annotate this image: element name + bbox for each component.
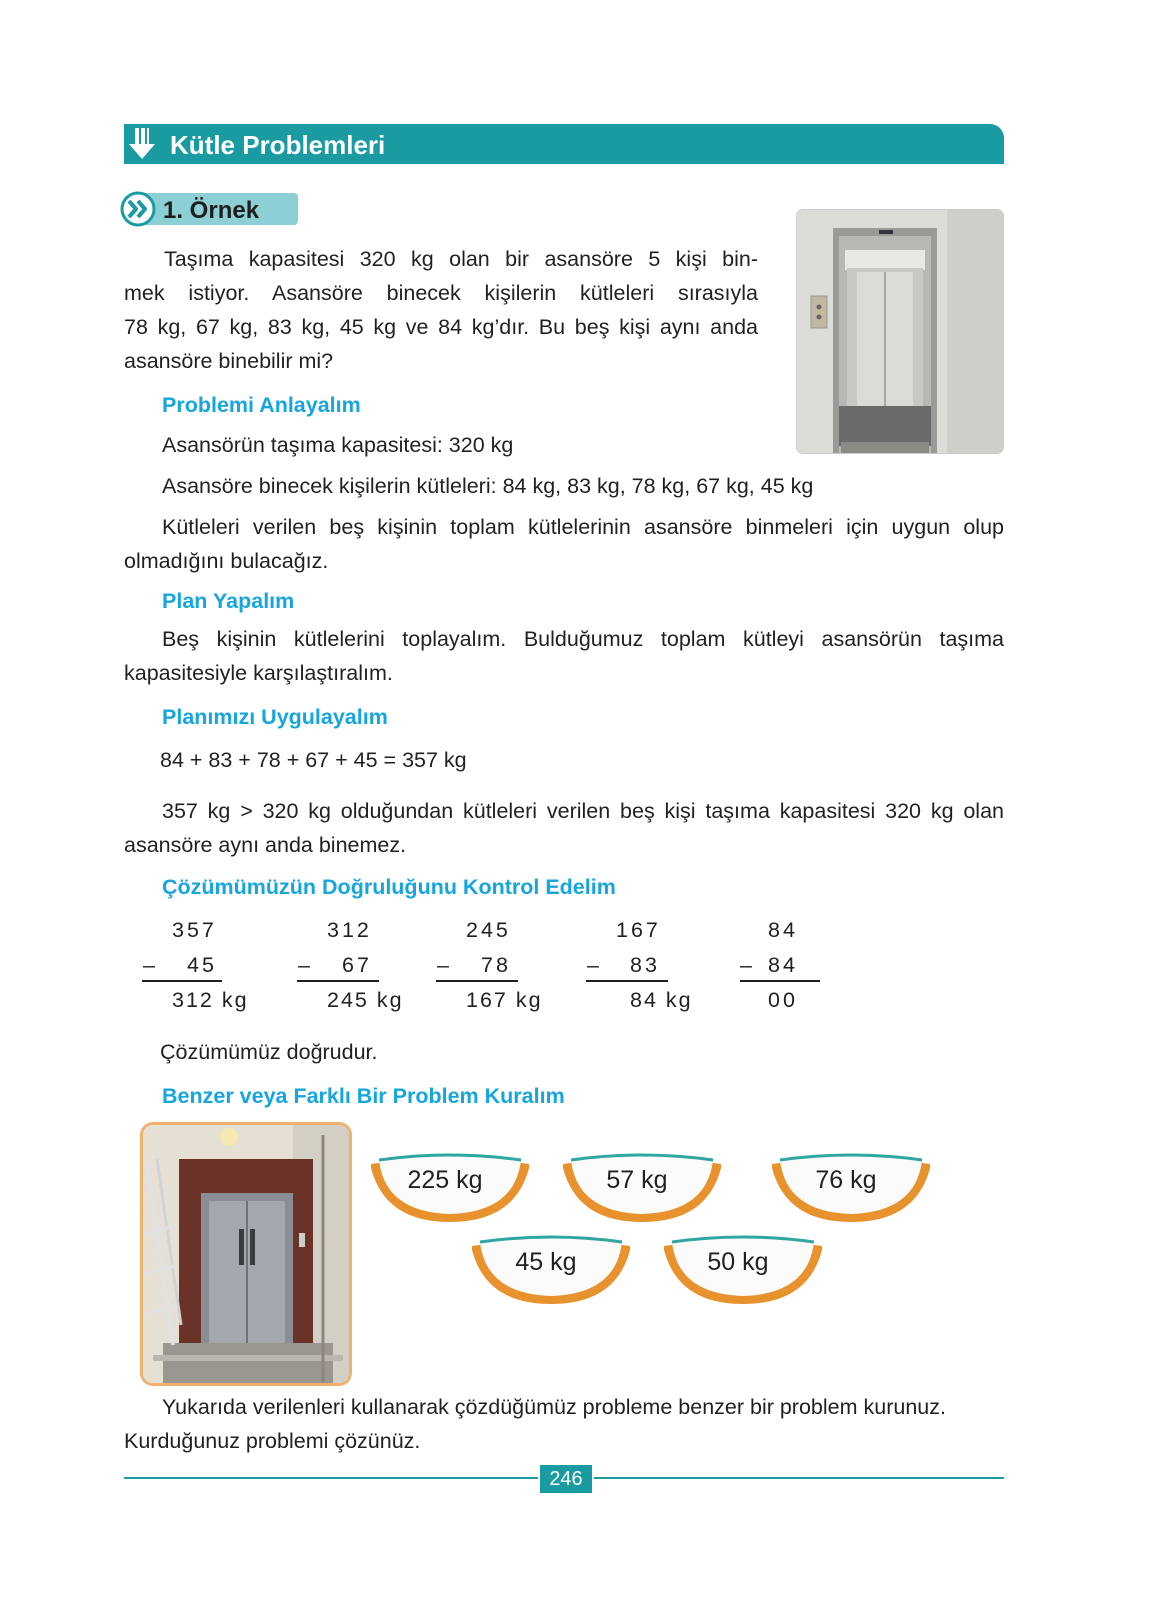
subtraction-4-minus: –	[587, 953, 602, 977]
problem-line-1-text: Taşıma kapasitesi 320 kg olan bir asansöre 5 kişi bin-	[164, 247, 758, 271]
subtraction-1-minus: –	[143, 953, 158, 977]
subtraction-1-result: 312 kg	[172, 988, 249, 1012]
conclusion-line-1: 357 kg > 320 kg olduğundan kütleleri verilen beş kişi taşıma kapasitesi 320 kg olan	[162, 799, 1004, 823]
subtraction-3-result: 167 kg	[466, 988, 543, 1012]
footer-line-right	[594, 1477, 1004, 1479]
subtraction-5-top: 84	[768, 918, 798, 942]
subtraction-2-sub: 67	[342, 953, 372, 977]
example-title: 1. Örnek	[163, 197, 260, 224]
plan-line-2: kapasitesiyle karşılaştıralım.	[124, 661, 393, 685]
page-number: 246	[540, 1465, 592, 1493]
masses-text: Asansöre binecek kişilerin kütleleri: 84 kg, 83 kg, 78 kg, 67 kg, 45 kg	[162, 474, 814, 498]
apply-heading: Planımızı Uygulayalım	[162, 705, 388, 729]
problem-line-4: asansöre binebilir mi?	[124, 349, 334, 373]
goal-line-2: olmadığını bulacağız.	[124, 549, 329, 573]
understand-heading: Problemi Anlayalım	[162, 393, 361, 417]
plan-heading: Plan Yapalım	[162, 589, 295, 613]
subtraction-4-sub: 83	[630, 953, 660, 977]
subtraction-2-result: 245 kg	[327, 988, 404, 1012]
plan-line-1: Beş kişinin kütlelerini toplayalım. Bulduğumuz toplam kütleyi asansörün taşıma	[162, 627, 1004, 651]
subtraction-1-line	[142, 980, 222, 982]
bowl-label-50: 50 kg	[707, 1248, 769, 1276]
down-arrow-icon	[124, 124, 160, 164]
subtraction-4-line	[586, 980, 668, 982]
subtraction-3-minus: –	[437, 953, 452, 977]
create-heading: Benzer veya Farklı Bir Problem Kuralım	[162, 1084, 565, 1108]
subtraction-1-sub: 45	[187, 953, 217, 977]
elevator-photo	[797, 210, 1003, 453]
double-chevron-icon	[120, 191, 158, 227]
sum-equation: 84 + 83 + 78 + 67 + 45 = 357 kg	[160, 748, 467, 772]
conclusion-line-2: asansöre aynı anda binemez.	[124, 833, 407, 857]
subtraction-4-top: 167	[616, 918, 661, 942]
problem-line-1	[124, 242, 758, 276]
task-line-2: Kurduğunuz problemi çözünüz.	[124, 1429, 421, 1453]
problem-line-3: 78 kg, 67 kg, 83 kg, 45 kg ve 84 kg’dır. Bu beş kişi aynı anda	[124, 315, 758, 339]
capacity-text: Asansörün taşıma kapasitesi: 320 kg	[162, 433, 514, 457]
bowl-label-57: 57 kg	[606, 1166, 668, 1194]
subtraction-3-sub: 78	[481, 953, 511, 977]
bowl-label-225: 225 kg	[407, 1166, 483, 1194]
subtraction-2-top: 312	[327, 918, 372, 942]
verdict-text: Çözümümüz doğrudur.	[160, 1040, 378, 1064]
subtraction-2-line	[297, 980, 379, 982]
bowl-label-45: 45 kg	[515, 1248, 577, 1276]
subtraction-2-minus: –	[298, 953, 313, 977]
elevator-hall-photo	[143, 1125, 349, 1383]
goal-line-1: Kütleleri verilen beş kişinin toplam kütlelerinin asansöre binmeleri için uygun olup	[162, 515, 1004, 539]
subtraction-5-sub: 84	[768, 953, 798, 977]
subtraction-3-top: 245	[466, 918, 511, 942]
subtraction-5-minus: –	[740, 953, 755, 977]
subtraction-5-result: 00	[768, 988, 798, 1012]
check-heading: Çözümümüzün Doğruluğunu Kontrol Edelim	[162, 875, 616, 899]
subtraction-5-line	[740, 980, 820, 982]
section-title: Kütle Problemleri	[170, 130, 386, 160]
subtraction-3-line	[436, 980, 518, 982]
subtraction-4-result: 84 kg	[630, 988, 693, 1012]
footer-line-left	[124, 1477, 538, 1479]
subtraction-1-top: 357	[172, 918, 217, 942]
problem-line-2: mek istiyor. Asansöre binecek kişilerin kütleleri sırasıyla	[124, 281, 758, 305]
bowl-label-76: 76 kg	[815, 1166, 877, 1194]
task-line-1: Yukarıda verilenleri kullanarak çözdüğümüz probleme benzer bir problem kurunuz.	[162, 1395, 946, 1419]
